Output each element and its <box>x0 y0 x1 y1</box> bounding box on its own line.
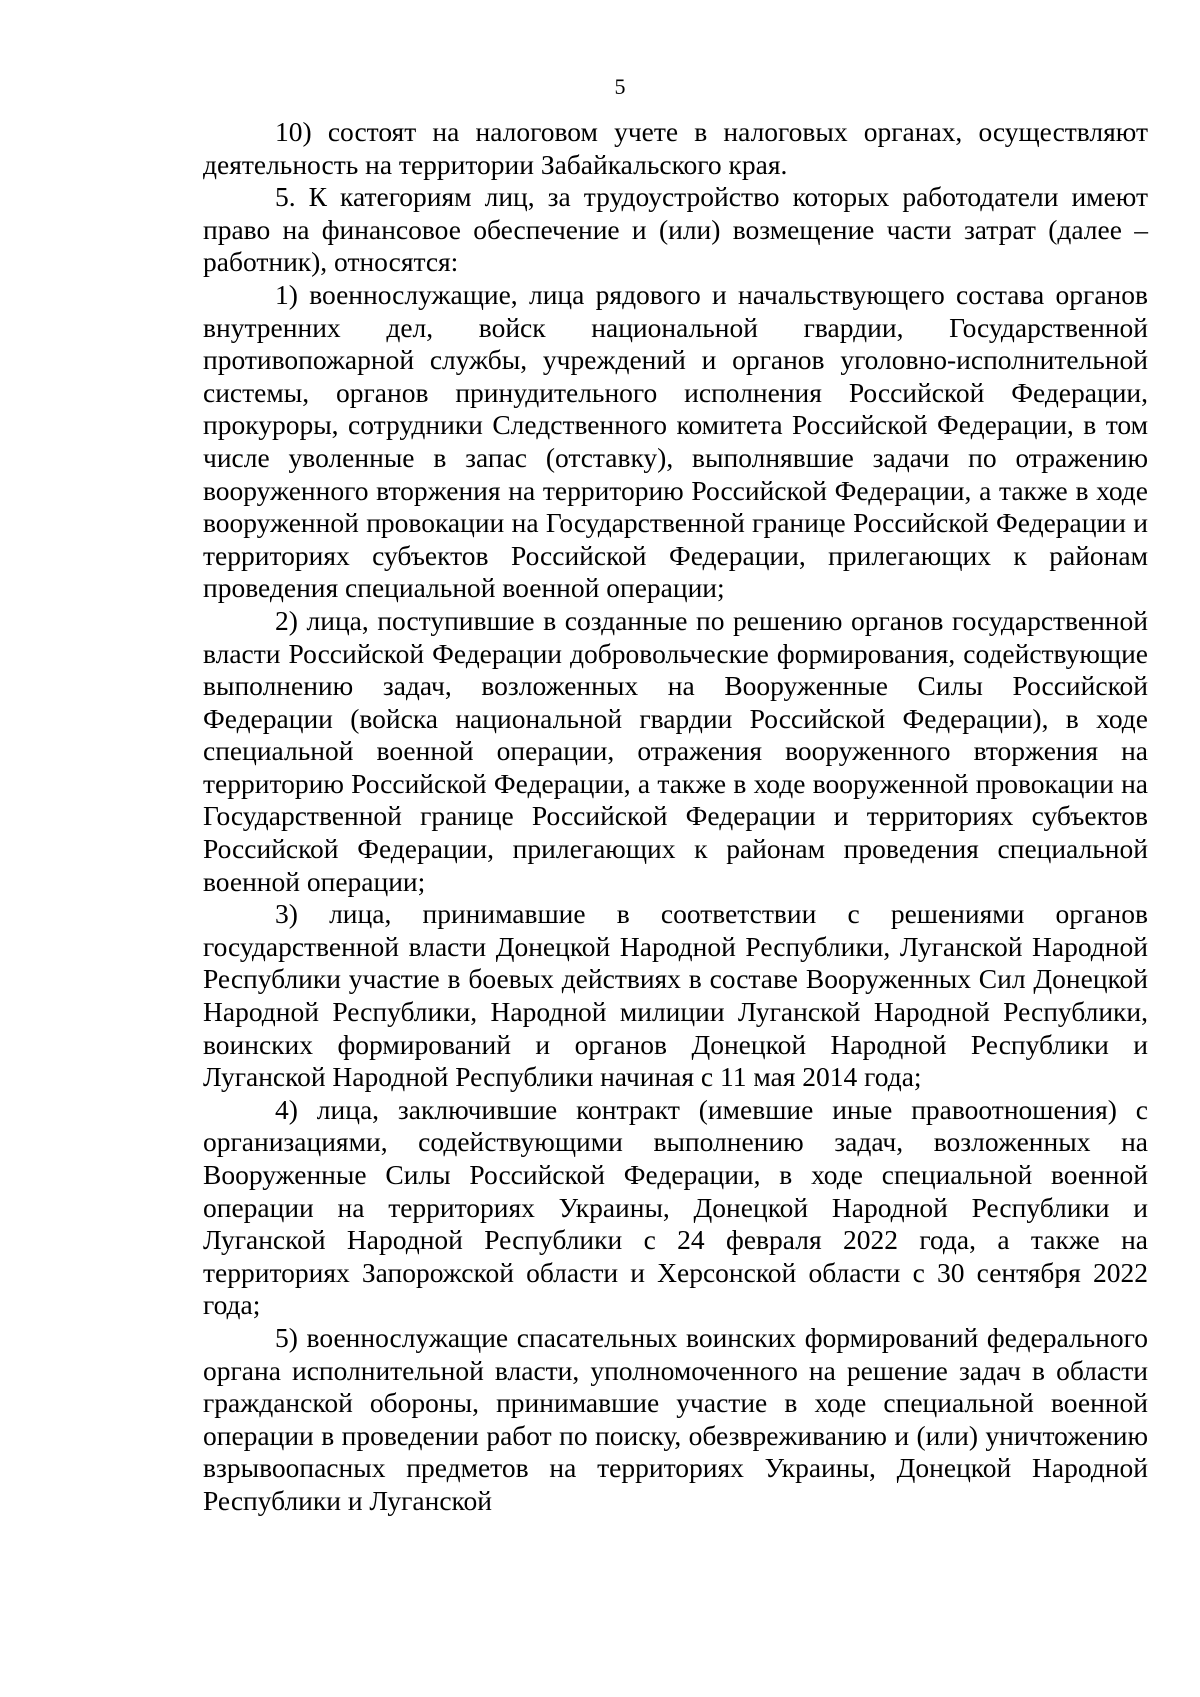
paragraph-item-4: 4) лица, заключившие контракт (имевшие иные правоотношения) с организациями, содействующими выполнению задач, возложенных на Вооруженные Силы Российской Федерации, в ходе специальной военной операции на территориях Украины, Донецкой Народной Республики и Луганской Народной Республики с 24 февраля 2022 года, а также на территориях Запорожской области и Херсонской области с 30 сентября 2022 года; <box>203 1093 1148 1321</box>
page-number: 5 <box>614 74 626 99</box>
paragraph-item-2: 2) лица, поступившие в созданные по решению органов государственной власти Российской Федерации добровольческие формирования, содействующие выполнению задач, возложенных на Вооруженные Силы Российской Федерации (войска национальной гвардии Российской Федерации), в ходе специальной военной операции, отражения вооруженного вторжения на территорию Российской Федерации, а также в ходе вооруженной провокации на Государственной границе Российской Федерации и территориях субъектов Российской Федерации, прилегающих к районам проведения специальной военной операции; <box>203 604 1148 897</box>
paragraph-item-1: 1) военнослужащие, лица рядового и начальствующего состава органов внутренних дел, войск национальной гвардии, Государственной противопожарной службы, учреждений и органов уголовно-исполнительной системы, органов принудительного исполнения Российской Федерации, прокуроры, сотрудники Следственного комитета Российской Федерации, в том числе уволенные в запас (отставку), выполнявшие задачи по отражению вооруженного вторжения на территорию Российской Федерации, а также в ходе вооруженной провокации на Государственной границе Российской Федерации и территориях субъектов Российской Федерации, прилегающих к районам проведения специальной военной операции; <box>203 278 1148 604</box>
paragraph-item-10: 10) состоят на налоговом учете в налоговых органах, осуществляют деятельность на территории Забайкальского края. <box>203 116 1148 180</box>
document-body <box>203 116 1148 1518</box>
paragraph-item-5: 5) военнослужащие спасательных воинских формирований федерального органа исполнительной власти, уполномоченного на решение задач в области гражданской обороны, принимавшие участие в ходе специальной военной операции в проведении работ по поиску, обезвреживанию и (или) уничтожению взрывоопасных предметов на территориях Украины, Донецкой Народной Республики и Луганской <box>203 1321 1148 1516</box>
paragraph-item-3: 3) лица, принимавшие в соответствии с решениями органов государственной власти Донецкой Народной Республики, Луганской Народной Республики участие в боевых действиях в составе Вооруженных Сил Донецкой Народной Республики, Народной милиции Луганской Народной Республики, воинских формирований и органов Донецкой Народной Республики и Луганской Народной Республики начиная с 11 мая 2014 года; <box>203 898 1148 1093</box>
paragraph-section-5: 5. К категориям лиц, за трудоустройство которых работодатели имеют право на финансовое обеспечение и (или) возмещение части затрат (далее – работник), относятся: <box>203 181 1148 278</box>
